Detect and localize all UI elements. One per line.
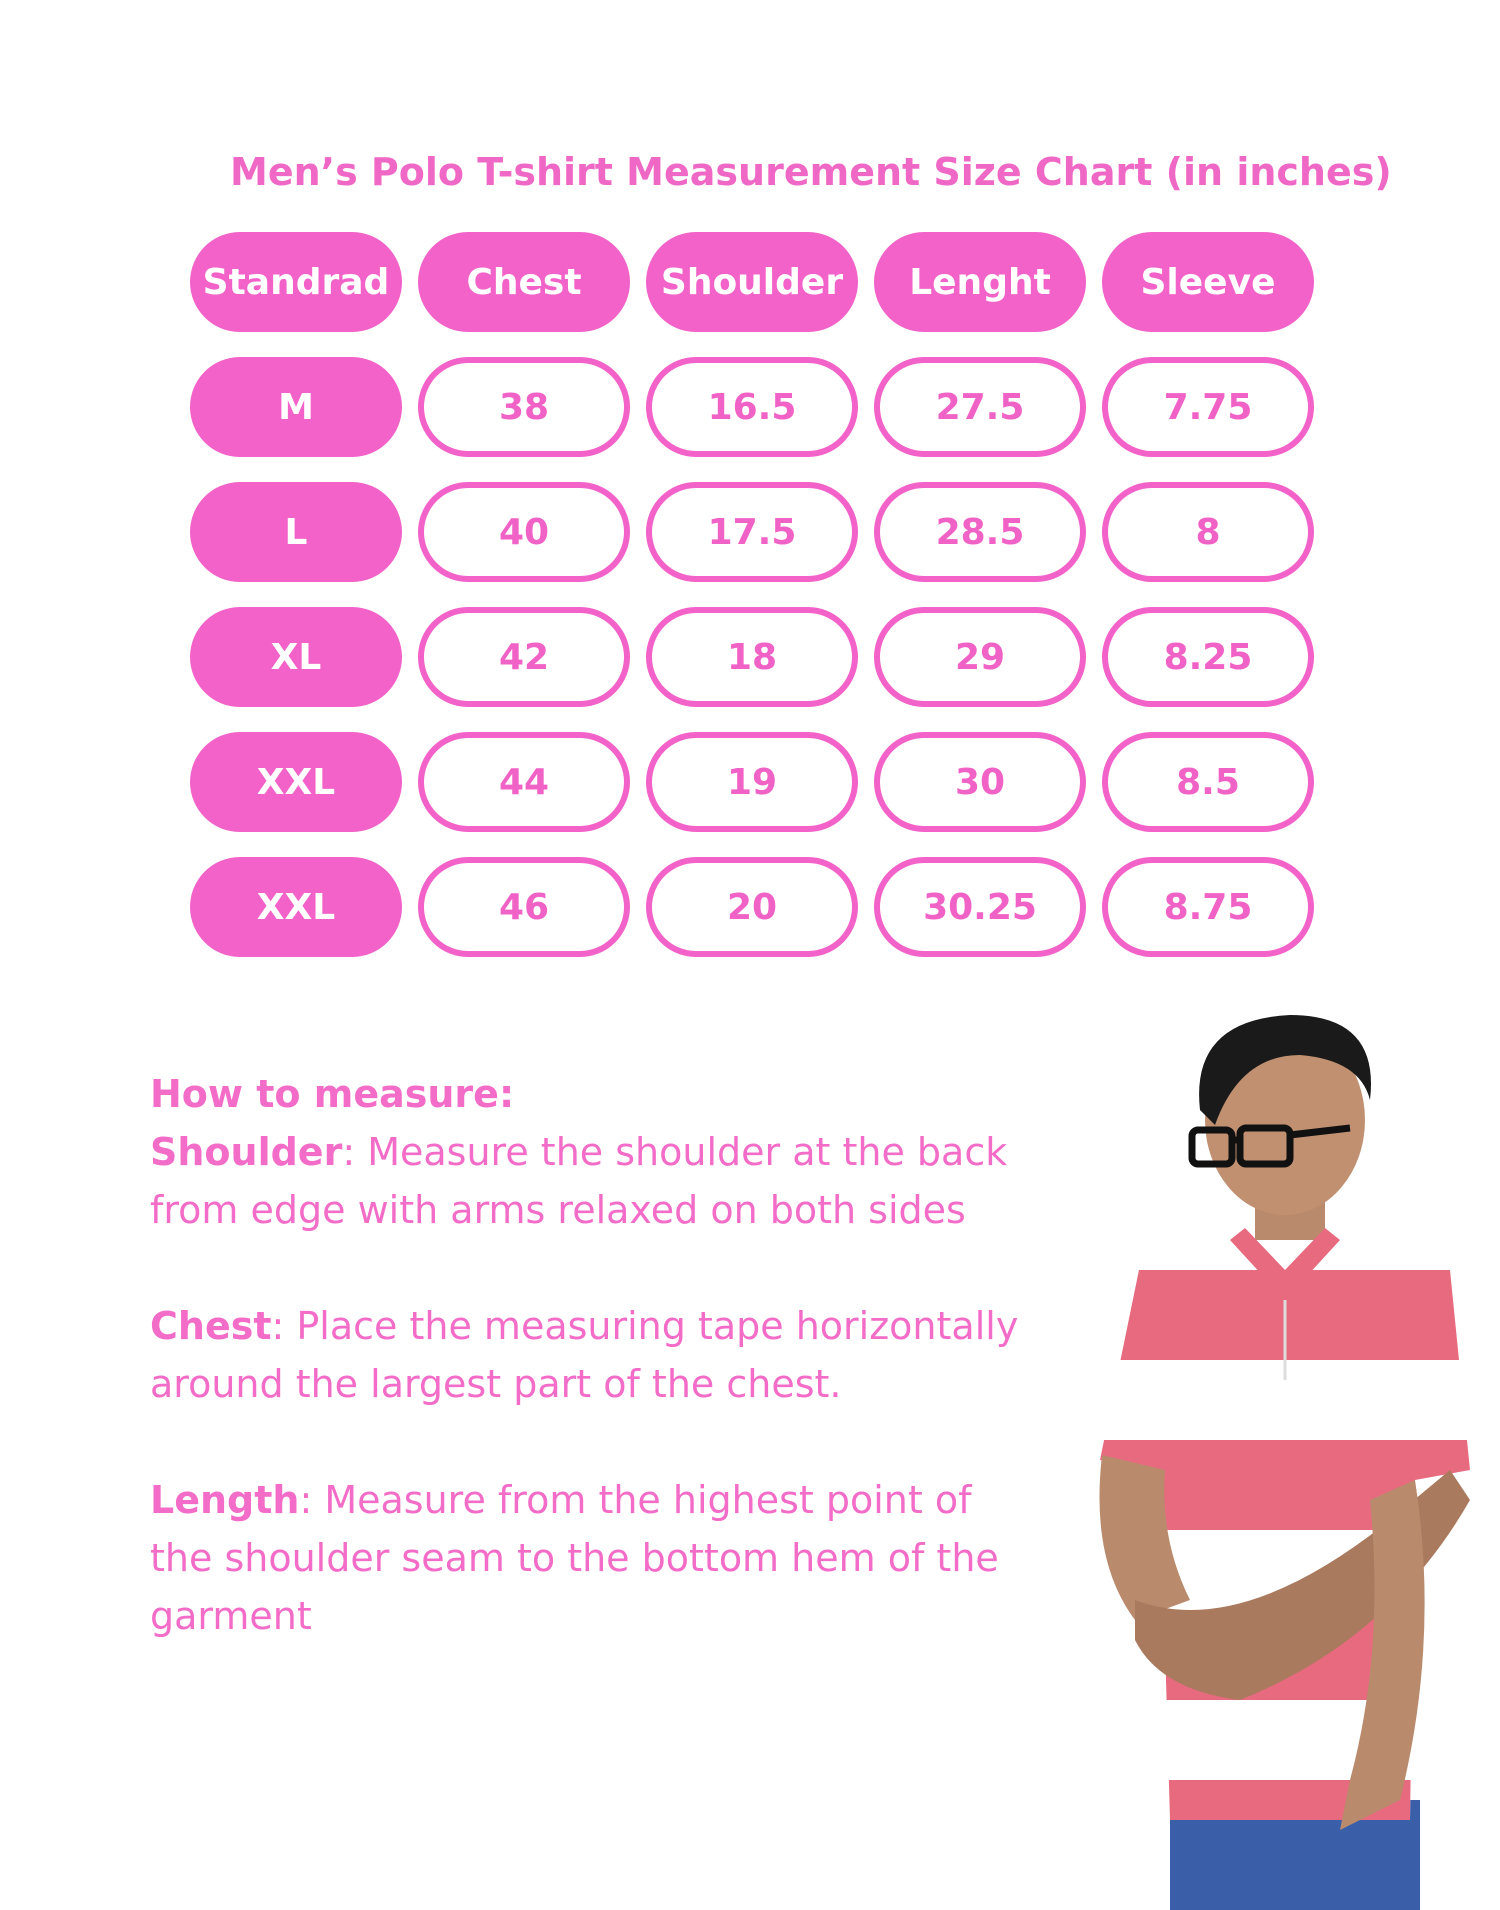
model-photo xyxy=(1040,1000,1500,1910)
chart-title: Men’s Polo T-shirt Measurement Size Chart (in inches) xyxy=(230,150,1392,194)
sleeve-cell: 8.25 xyxy=(1102,607,1314,707)
length-term: Length xyxy=(150,1478,300,1522)
chest-cell: 40 xyxy=(418,482,630,582)
length-cell: 30.25 xyxy=(874,857,1086,957)
how-to-heading: How to measure: xyxy=(150,1072,515,1116)
header-chest: Chest xyxy=(418,232,630,332)
length-cell: 27.5 xyxy=(874,357,1086,457)
chest-cell: 46 xyxy=(418,857,630,957)
size-cell: XXL xyxy=(190,732,402,832)
chest-cell: 42 xyxy=(418,607,630,707)
length-cell: 29 xyxy=(874,607,1086,707)
size-cell: XXL xyxy=(190,857,402,957)
chest-instruction xyxy=(150,1297,1020,1413)
shoulder-cell: 20 xyxy=(646,857,858,957)
shoulder-cell: 17.5 xyxy=(646,482,858,582)
size-cell: L xyxy=(190,482,402,582)
shoulder-instruction xyxy=(150,1123,1020,1239)
length-cell: 28.5 xyxy=(874,482,1086,582)
shoulder-term: Shoulder xyxy=(150,1130,343,1174)
sleeve-cell: 8.5 xyxy=(1102,732,1314,832)
size-cell: XL xyxy=(190,607,402,707)
length-instruction xyxy=(150,1471,1020,1645)
sleeve-cell: 8 xyxy=(1102,482,1314,582)
how-to-measure xyxy=(150,1065,1020,1703)
chest-cell: 44 xyxy=(418,732,630,832)
header-standard: Standrad xyxy=(190,232,402,332)
shoulder-cell: 16.5 xyxy=(646,357,858,457)
sleeve-cell: 7.75 xyxy=(1102,357,1314,457)
header-shoulder: Shoulder xyxy=(646,232,858,332)
chest-text: : Place the measuring tape horizontally around the largest part of the chest. xyxy=(150,1304,1019,1406)
shoulder-text: : Measure the shoulder at the back from edge with arms relaxed on both sides xyxy=(150,1130,1008,1232)
chest-cell: 38 xyxy=(418,357,630,457)
size-cell: M xyxy=(190,357,402,457)
length-cell: 30 xyxy=(874,732,1086,832)
chest-term: Chest xyxy=(150,1304,272,1348)
header-sleeve: Sleeve xyxy=(1102,232,1314,332)
shoulder-cell: 19 xyxy=(646,732,858,832)
shoulder-cell: 18 xyxy=(646,607,858,707)
sleeve-cell: 8.75 xyxy=(1102,857,1314,957)
length-text: : Measure from the highest point of the shoulder seam to the bottom hem of the garment xyxy=(150,1478,999,1638)
header-length: Lenght xyxy=(874,232,1086,332)
